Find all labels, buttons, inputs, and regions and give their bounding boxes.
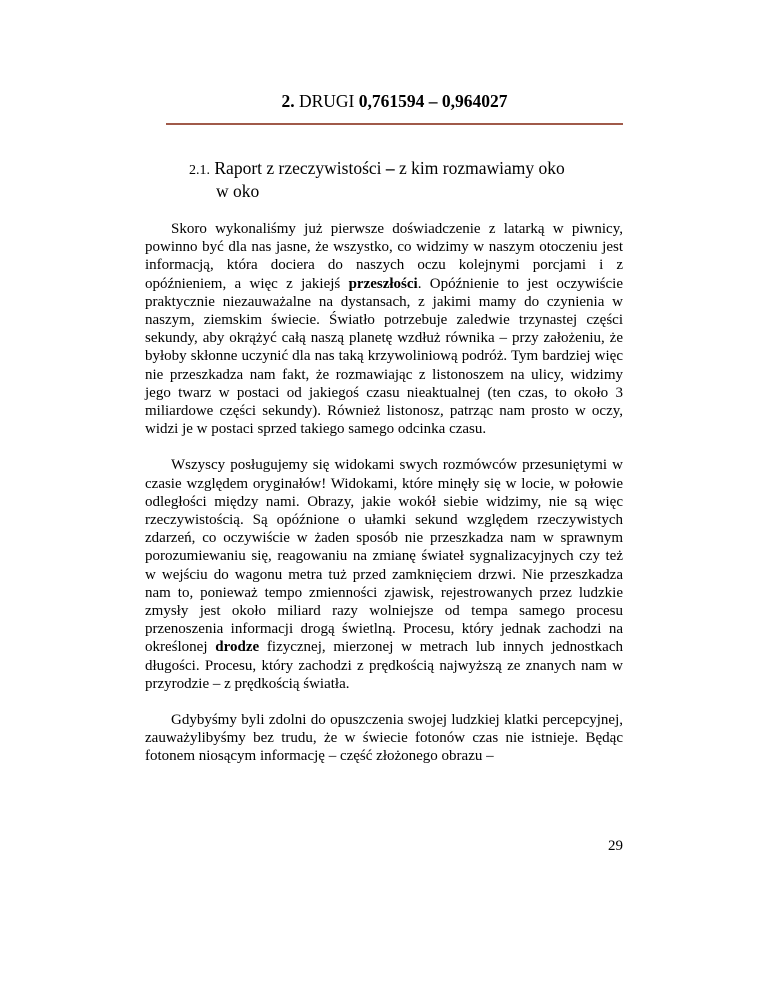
- section-number: 2.1.: [189, 163, 210, 178]
- page-number: 29: [608, 838, 623, 854]
- section-title-line2: w oko: [216, 181, 260, 201]
- paragraph-2-text-b: fizycznej, mierzonej w metrach lub innych jednostkach długości. Procesu, który zachodzi z prędkością najwyższą ze znanych nam w przyrodzie – z prędkością światła.: [145, 639, 623, 692]
- chapter-range: 0,761594 – 0,964027: [358, 91, 508, 111]
- section-title: [189, 158, 609, 201]
- chapter-title: DRUGI: [298, 91, 355, 111]
- chapter-number: 2.: [281, 91, 295, 111]
- paragraph-2-text-a: Wszyscy posługujemy się widokami swych rozmówców przesuniętymi w czasie względem oryginałów! Widokami, które minęły się w locie, w połowie odległości między nami. Obrazy, jakie wokół siebie widzimy, nie są więc rzeczywistością. Są opóźnione o ułamki sekund względem rzeczywistych zdarzeń, co oczywiście w żaden sposób nie przeszkadza nam w sprawnym porozumiewaniu się, reagowaniu na zmianę świateł sygnalizacyjnych czy też w wejściu do wagonu metra tuż przed zamknięciem drzwi. Nie przeszkadza nam to, ponieważ tempo zmienności zjawisk, rejestrowanych przez ludzkie zmysły jest około miliard razy wolniejsze od tempa samego procesu przenoszenia informacji drogą świetlną. Procesu, który jednak zachodzi na określonej: [145, 457, 623, 656]
- body-text: [145, 220, 623, 784]
- paragraph-3: [145, 711, 623, 766]
- paragraph-1-text-b: . Opóźnienie to jest oczywiście praktycznie niezauważalne na dystansach, z jakimi mamy do czynienia w naszym, ziemskim świecie. Światło potrzebuje zaledwie trzynastej części sekundy, aby okrążyć całą naszą planetę wzdłuż równika – przy założeniu, że byłoby skłonne uczynić dla nas taką krzywoliniową podróż. Tym bardziej więc nie przeszkadza nam fakt, że rozmawiając z listonoszem na ulicy, widzimy jego twarz w postaci od jakiegoś czasu nieaktualnej (ten czas, to około 3 miliardowe części sekundy). Również listonosz, patrząc nam prosto w oczy, widzi je w postaci sprzed takiego samego odcinka czasu.: [145, 275, 623, 438]
- paragraph-1: [145, 220, 623, 438]
- paragraph-3-text-a: Gdybyśmy byli zdolni do opuszczenia swojej ludzkiej klatki percepcyjnej, zauważylibyśmy bez trudu, że w świecie fotonów czas nie istnieje. Będąc fotonem niosącym informację – część złożonego obrazu –: [145, 712, 623, 765]
- section-title-dash: –: [385, 158, 395, 178]
- section-title-line1: Raport z rzeczywistości: [214, 158, 382, 178]
- chapter-header: [166, 90, 623, 112]
- paragraph-1-text-a: Skoro wykonaliśmy już pierwsze doświadczenie z latarką w piwnicy, powinno być dla nas jasne, że wszystko, co widzimy w naszym otoczeniu jest informacją, która dociera do naszych oczu kolejnymi porcjami i z opóźnieniem, a więc z jakiejś: [145, 221, 623, 292]
- section-title-line1-end: z kim rozmawiamy oko: [399, 158, 565, 178]
- paragraph-2-bold: drodze: [215, 639, 260, 656]
- header-rule: [166, 123, 623, 125]
- paragraph-1-bold: przeszłości: [348, 275, 418, 292]
- paragraph-2: [145, 456, 623, 693]
